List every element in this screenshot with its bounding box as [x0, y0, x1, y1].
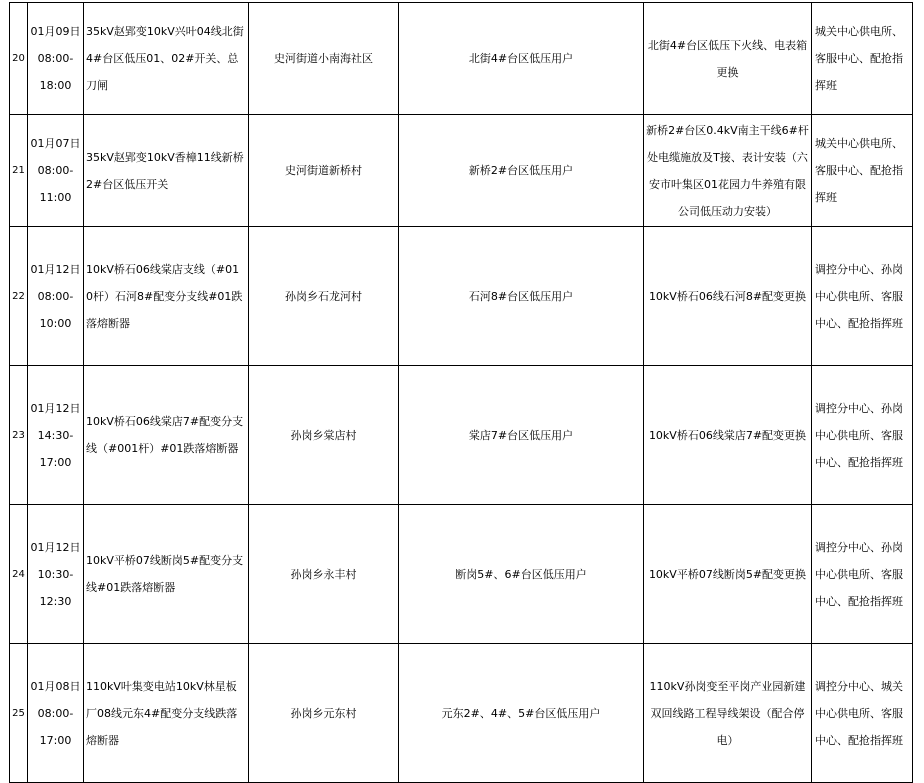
- responsible-units: 调控分中心、孙岗中心供电所、客服中心、配抢指挥班: [812, 366, 913, 505]
- outage-area: 孙岗乡石龙河村: [249, 227, 399, 366]
- work-content: 10kV平桥07线断岗5#配变更换: [644, 505, 812, 644]
- affected-users: 断岗5#、6#台区低压用户: [399, 505, 644, 644]
- affected-users: 棠店7#台区低压用户: [399, 366, 644, 505]
- affected-users: 石河8#台区低压用户: [399, 227, 644, 366]
- outage-area: 孙岗乡元东村: [249, 644, 399, 783]
- work-content: 新桥2#台区0.4kV南主干线6#杆处电缆施放及T接、表计安装（六安市叶集区01花园力牛养殖有限公司低压动力安装）: [644, 115, 812, 227]
- outage-end: 17:00: [39, 733, 72, 747]
- row-number: 21: [10, 115, 28, 227]
- outage-area: 孙岗乡永丰村: [249, 505, 399, 644]
- outage-time: [28, 115, 84, 227]
- outage-start: 08:00-: [37, 52, 74, 65]
- outage-schedule-table: [9, 2, 913, 783]
- outage-time: [28, 227, 84, 366]
- table-row: [10, 366, 913, 505]
- outage-end: 17:00: [39, 455, 72, 469]
- outage-end: 10:00: [39, 316, 72, 330]
- outage-area: 孙岗乡棠店村: [249, 366, 399, 505]
- affected-users: 新桥2#台区低压用户: [399, 115, 644, 227]
- outage-scope: 35kV赵郢变10kV香樟11线新桥2#台区低压开关: [84, 115, 249, 227]
- outage-start: 08:00-: [37, 289, 74, 303]
- outage-end: 11:00: [39, 191, 72, 204]
- outage-scope: 110kV叶集变电站10kV林星板厂08线元东4#配变分支线跌落熔断器: [84, 644, 249, 783]
- outage-date: 01月07日: [30, 137, 81, 150]
- row-number: 25: [10, 644, 28, 783]
- outage-scope: 10kV平桥07线断岗5#配变分支线#01跌落熔断器: [84, 505, 249, 644]
- row-number: 23: [10, 366, 28, 505]
- outage-start: 08:00-: [37, 164, 74, 177]
- row-number: 22: [10, 227, 28, 366]
- table-row: [10, 644, 913, 783]
- outage-date: 01月08日: [30, 679, 81, 693]
- outage-time: [28, 644, 84, 783]
- row-number: 20: [10, 3, 28, 115]
- affected-users: 北街4#台区低压用户: [399, 3, 644, 115]
- outage-scope: 10kV桥石06线棠店支线（#010杆）石河8#配变分支线#01跌落熔断器: [84, 227, 249, 366]
- responsible-units: 调控分中心、孙岗中心供电所、客服中心、配抢指挥班: [812, 505, 913, 644]
- outage-end: 12:30: [39, 594, 72, 608]
- table-row: [10, 505, 913, 644]
- outage-end: 18:00: [39, 79, 72, 92]
- outage-time: [28, 505, 84, 644]
- outage-date: 01月09日: [30, 25, 81, 38]
- responsible-units: 调控分中心、城关中心供电所、客服中心、配抢指挥班: [812, 644, 913, 783]
- outage-time: [28, 366, 84, 505]
- responsible-units: 调控分中心、孙岗中心供电所、客服中心、配抢指挥班: [812, 227, 913, 366]
- outage-start: 10:30-: [37, 567, 74, 581]
- work-content: 110kV孙岗变至平岗产业园新建双回线路工程导线架设（配合停电）: [644, 644, 812, 783]
- outage-date: 01月12日: [30, 401, 81, 415]
- responsible-units: 城关中心供电所、客服中心、配抢指挥班: [812, 3, 913, 115]
- affected-users: 元东2#、4#、5#台区低压用户: [399, 644, 644, 783]
- table-row: [10, 115, 913, 227]
- outage-start: 08:00-: [37, 706, 74, 720]
- responsible-units: 城关中心供电所、客服中心、配抢指挥班: [812, 115, 913, 227]
- outage-area: 史河街道小南海社区: [249, 3, 399, 115]
- row-number: 24: [10, 505, 28, 644]
- outage-area: 史河街道新桥村: [249, 115, 399, 227]
- outage-date: 01月12日: [30, 540, 81, 554]
- outage-time: [28, 3, 84, 115]
- work-content: 10kV桥石06线石河8#配变更换: [644, 227, 812, 366]
- outage-scope: 10kV桥石06线棠店7#配变分支线（#001杆）#01跌落熔断器: [84, 366, 249, 505]
- work-content: 10kV桥石06线棠店7#配变更换: [644, 366, 812, 505]
- outage-scope: 35kV赵郢变10kV兴叶04线北街4#台区低压01、02#开关、总刀闸: [84, 3, 249, 115]
- work-content: 北街4#台区低压下火线、电表箱更换: [644, 3, 812, 115]
- table-row: [10, 3, 913, 115]
- outage-start: 14:30-: [37, 428, 74, 442]
- outage-date: 01月12日: [30, 262, 81, 276]
- table-row: [10, 227, 913, 366]
